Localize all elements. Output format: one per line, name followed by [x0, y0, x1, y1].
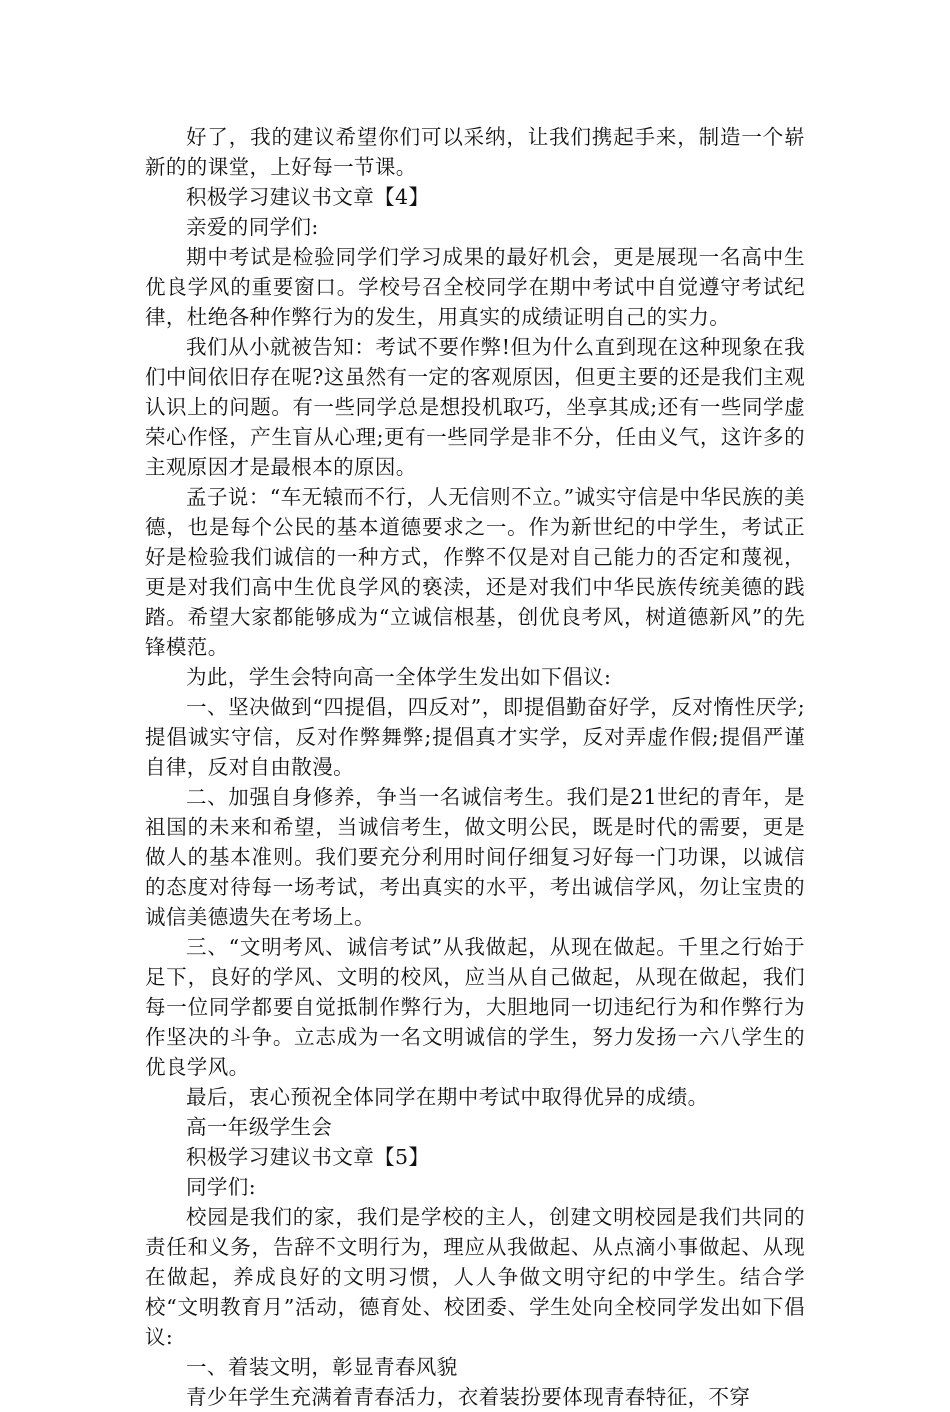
salutation-dear-classmates: 亲爱的同学们: — [186, 215, 319, 239]
proposal-item-3: 三、“文明考风、诚信考试”从我做起，从现在做起。千里之行始于足下，良好的学风、文明的校风，应当从自己做起，从现在做起，我们每一位同学都要自觉抵制作弊行为，大胆地同一切违纪行为和作弊行为作坚决的斗争。立志成为一名文明诚信的学生，努力发扬一六八学生的优良学风。 — [145, 935, 805, 1079]
article-heading-4: 积极学习建议书文章【4】 — [186, 185, 430, 209]
paragraph-cheating-causes: 我们从小就被告知：考试不要作弊!但为什么直到现在这种现象在我们中间依旧存在呢?这虽然有一定的客观原因，但更主要的还是我们主观认识上的问题。有一些同学总是想投机取巧，坐享其成;还有一些同学虚荣心作怪，产生盲从心理;更有一些同学是非不分，任由义气，这许多的主观原因才是最根本的原因。 — [145, 335, 805, 479]
paragraph-midterm-exam: 期中考试是检验同学们学习成果的最好机会，更是展现一名高中生优良学风的重要窗口。学校号召全校同学在期中考试中自觉遵守考试纪律，杜绝各种作弊行为的发生，用真实的成绩证明自己的实力。 — [145, 245, 805, 329]
article-heading-5: 积极学习建议书文章【5】 — [186, 1145, 430, 1169]
paragraph-mencius-quote: 孟子说：“车无辕而不行，人无信则不立。”诚实守信是中华民族的美德，也是每个公民的基本道德要求之一。作为新世纪的中学生，考试正好是检验我们诚信的一种方式，作弊不仅是对自己能力的否定和蔑视，更是对我们高中生优良学风的亵渎，还是对我们中华民族传统美德的践踏。希望大家都能够成为“立诚信根基，创优良考风，树道德新风”的先锋模范。 — [145, 485, 805, 659]
paragraph-civilized-campus: 校园是我们的家，我们是学校的主人，创建文明校园是我们共同的责任和义务，告辞不文明行为，理应从我做起、从点滴小事做起、从现在做起，养成良好的文明习惯，人人争做文明守纪的中学生。结合学校“文明教育月”活动，德育处、校团委、学生处向全校同学发出如下倡议: — [145, 1205, 805, 1349]
paragraph-youth-dress: 青少年学生充满着青春活力，衣着装扮要体现青春特征，不穿 — [186, 1385, 751, 1409]
paragraph-closing-suggestion: 好了，我的建议希望你们可以采纳，让我们携起手来，制造一个崭新的的课堂，上好每一节课。 — [145, 125, 805, 179]
proposal-item-2: 二、加强自身修养，争当一名诚信考生。我们是21世纪的青年，是祖国的未来和希望，当诚信考生，做文明公民，既是时代的需要，更是做人的基本准则。我们要充分利用时间仔细复习好每一门功课，以诚信的态度对待每一场考试，考出真实的水平，考出诚信学风，勿让宝贵的诚信美德遗失在考场上。 — [145, 785, 805, 929]
paragraph-proposal-intro: 为此，学生会特向高一全体学生发出如下倡议: — [186, 665, 612, 689]
signature-student-union: 高一年级学生会 — [186, 1115, 333, 1139]
salutation-classmates: 同学们: — [186, 1175, 257, 1199]
paragraph-final-wishes: 最后，衷心预祝全体同学在期中考试中取得优异的成绩。 — [186, 1085, 709, 1109]
document-body — [145, 122, 805, 1412]
proposal-item-1: 一、坚决做到“四提倡，四反对”，即提倡勤奋好学，反对惰性厌学;提倡诚实守信，反对作弊舞弊;提倡真才实学，反对弄虚作假;提倡严谨自律，反对自由散漫。 — [145, 695, 805, 779]
proposal-item-dress: 一、着装文明，彰显青春风貌 — [186, 1355, 458, 1379]
